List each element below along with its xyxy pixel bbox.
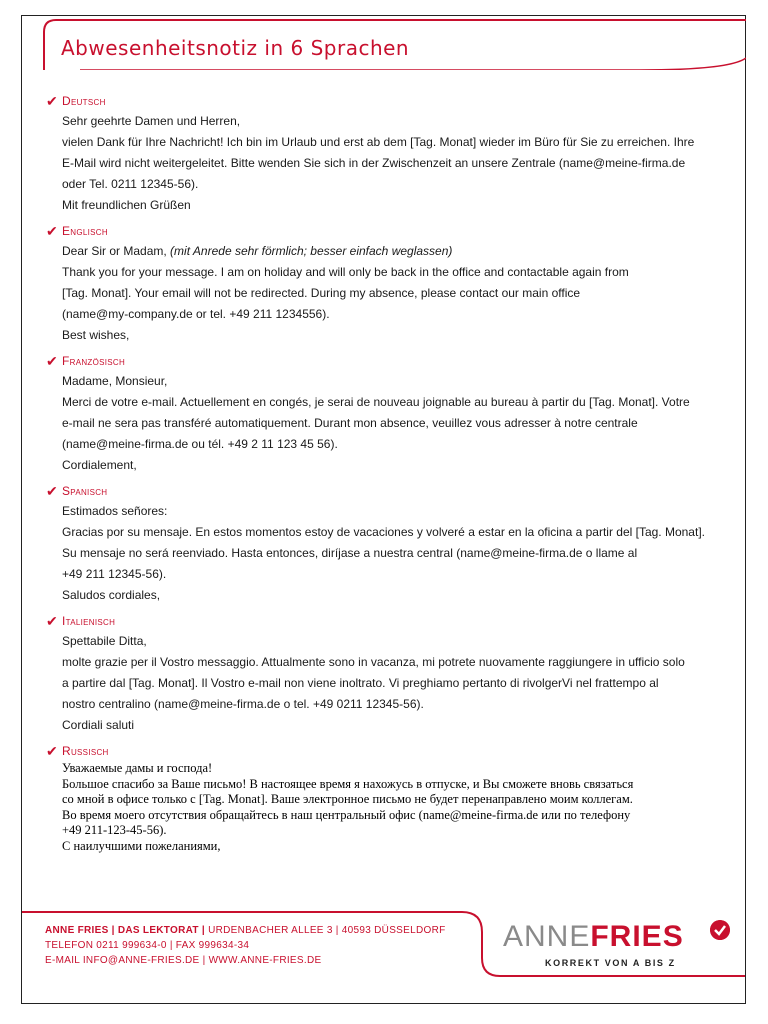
section-header bbox=[46, 352, 736, 369]
check-icon: ✔ bbox=[46, 352, 58, 369]
text-line: Cordialement, bbox=[62, 458, 137, 472]
text-line: Thank you for your message. I am on holiday and will only be back in the office and contactable again from bbox=[62, 265, 629, 279]
section-header bbox=[46, 222, 736, 239]
text-line: Su mensaje no será reenviado. Hasta entonces, diríjase a nuestra central (name@meine-firma.de o llame al bbox=[62, 546, 638, 560]
section-italienisch bbox=[46, 612, 736, 736]
text-line: [Tag. Monat]. Your email will not be redirected. During my absence, please contact our main office bbox=[62, 286, 581, 300]
section-deutsch bbox=[46, 92, 736, 216]
text-line: Большое спасибо за Ваше письмо! В настоящее время я нахожусь в отпуске, и Вы сможете вновь связаться bbox=[62, 776, 634, 791]
text-line: e-mail ne sera pas transféré automatiquement. Durant mon absence, veuillez vous adresser à notre centrale bbox=[62, 416, 638, 430]
section-body bbox=[62, 631, 736, 736]
text-line: Во время моего отсутствия обращайтесь в наш центральный офис (name@meine-firma.de или по телефону bbox=[62, 807, 631, 822]
page-title: Abwesenheitsnotiz in 6 Sprachen bbox=[61, 36, 410, 60]
text-line: Estimados señores: bbox=[62, 504, 168, 518]
logo-first-name: ANNE bbox=[503, 920, 591, 953]
section-body bbox=[62, 761, 736, 854]
text-line: vielen Dank für Ihre Nachricht! Ich bin im Urlaub und erst ab dem [Tag. Monat] wieder im Büro für Sie zu erreichen. Ihre bbox=[62, 135, 695, 149]
footer-street: URDENBACHER ALLEE 3 | 40593 DÜSSELDORF bbox=[205, 925, 446, 936]
section-englisch bbox=[46, 222, 736, 346]
text-line: Cordiali saluti bbox=[62, 718, 135, 732]
salutation: Dear Sir or Madam, bbox=[62, 244, 167, 258]
text-line: oder Tel. 0211 12345-56). bbox=[62, 177, 199, 191]
section-language: Italienisch bbox=[62, 613, 116, 628]
section-spanisch bbox=[46, 482, 736, 606]
section-header bbox=[46, 92, 736, 109]
text-line: Saludos cordiales, bbox=[62, 588, 161, 602]
text-line: +49 211 12345-56). bbox=[62, 567, 167, 581]
text-line: Merci de votre e-mail. Actuellement en congés, je serai de nouveau joignable au bureau à partir du [Tag. Monat]. Votre bbox=[62, 395, 690, 409]
section-body bbox=[62, 241, 736, 346]
text-line: nostro centralino (name@meine-firma.de o tel. +49 0211 12345-56). bbox=[62, 697, 424, 711]
section-franzoesisch bbox=[46, 352, 736, 476]
salutation-note: (mit Anrede sehr förmlich; besser einfach weglassen) bbox=[170, 244, 453, 258]
text-line: С наилучшими пожеланиями, bbox=[62, 838, 221, 853]
text-line: E-Mail wird nicht weitergeleitet. Bitte wenden Sie sich in der Zwischenzeit an unsere Zentrale (name@meine-firma.de bbox=[62, 156, 686, 170]
sections bbox=[46, 92, 736, 854]
check-icon: ✔ bbox=[46, 742, 58, 759]
text-line: Sehr geehrte Damen und Herren, bbox=[62, 114, 241, 128]
section-header bbox=[46, 612, 736, 629]
text-line: molte grazie per il Vostro messaggio. Attualmente sono in vacanza, mi potrete nuovamente raggiungere in ufficio solo bbox=[62, 655, 685, 669]
text-line: (name@meine-firma.de ou tél. +49 2 11 123 45 56). bbox=[62, 437, 338, 451]
section-language: Spanisch bbox=[62, 483, 108, 498]
logo bbox=[503, 920, 743, 970]
text-line: Gracias por su mensaje. En estos momentos estoy de vacaciones y volveré a estar en la oficina a partir del [Tag. Monat]. bbox=[62, 525, 705, 539]
section-body bbox=[62, 501, 736, 606]
section-header bbox=[46, 742, 736, 759]
section-language: Englisch bbox=[62, 223, 108, 238]
section-body bbox=[62, 111, 736, 216]
text-line: Mit freundlichen Grüßen bbox=[62, 198, 191, 212]
logo-tagline: KORREKT VON A BIS Z bbox=[545, 958, 676, 968]
text-line: a partire dal [Tag. Monat]. Il Vostro e-mail non viene inoltrato. Vi preghiamo pertanto di rivolgerVi nel frattempo al bbox=[62, 676, 659, 690]
footer-email: E-MAIL INFO@ANNE-FRIES.DE | WWW.ANNE-FRIES.DE bbox=[45, 955, 322, 966]
check-icon: ✔ bbox=[46, 482, 58, 499]
logo-last-name: FRIES bbox=[590, 920, 684, 953]
text-line: Уважаемые дамы и господа! bbox=[62, 761, 213, 775]
check-icon bbox=[710, 920, 730, 940]
logo-wordmark bbox=[503, 920, 684, 954]
footer-company: ANNE FRIES | DAS LEKTORAT | bbox=[45, 925, 205, 936]
text-line: +49 211-123-45-56). bbox=[62, 823, 167, 837]
text-line: Spettabile Ditta, bbox=[62, 634, 147, 648]
section-language: Russisch bbox=[62, 743, 109, 758]
footer-address bbox=[45, 923, 446, 938]
section-russisch bbox=[46, 742, 736, 854]
check-icon: ✔ bbox=[46, 92, 58, 109]
section-language: Deutsch bbox=[62, 93, 106, 108]
check-icon: ✔ bbox=[46, 612, 58, 629]
text-line: Best wishes, bbox=[62, 328, 130, 342]
text-line: со мной в офисе только с [Tag. Monat]. Ваше электронное письмо не будет перенаправлено моим коллегам. bbox=[62, 792, 633, 806]
text-line: Madame, Monsieur, bbox=[62, 374, 168, 388]
footer-phone: TELEFON 0211 999634-0 | FAX 999634-34 bbox=[45, 940, 250, 951]
check-icon: ✔ bbox=[46, 222, 58, 239]
footer-contact bbox=[45, 923, 446, 968]
section-language: Französisch bbox=[62, 353, 126, 368]
text-line bbox=[62, 241, 736, 262]
text-line: (name@my-company.de or tel. +49 211 1234556). bbox=[62, 307, 330, 321]
section-header bbox=[46, 482, 736, 499]
section-body bbox=[62, 371, 736, 476]
